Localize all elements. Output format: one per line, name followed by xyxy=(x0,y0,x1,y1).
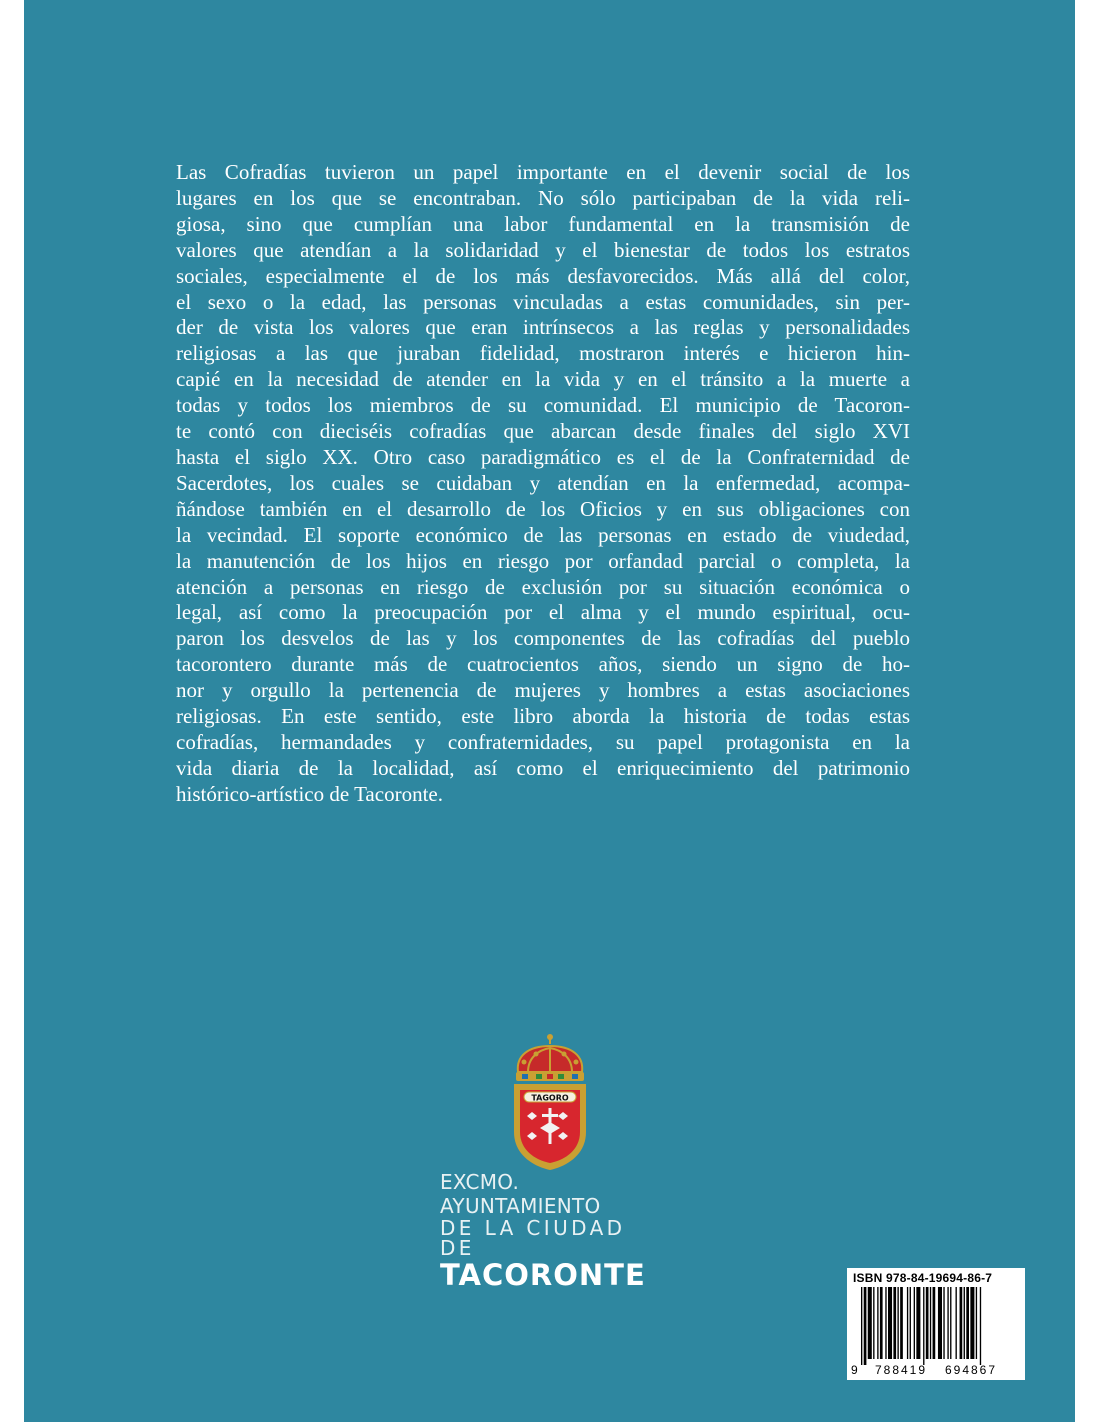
blurb-line: religiosas. En este sentido, este libro aborda la historia de todas estas xyxy=(176,704,910,729)
barcode-bar xyxy=(964,1287,965,1359)
blurb-line: valores que atendían a la solidaridad y el bienestar de todos los estratos xyxy=(176,237,910,262)
org-line-3: TACORONTE xyxy=(440,1258,646,1292)
org-line-2: DE LA CIUDAD DE xyxy=(440,1216,626,1260)
blurb-line: la vecindad. El soporte económico de las personas en estado de viudedad, xyxy=(176,522,910,547)
barcode-bar xyxy=(933,1287,936,1359)
barcode-digits-right: 694867 xyxy=(944,1363,998,1377)
barcode-bar xyxy=(960,1287,963,1359)
barcode-bars xyxy=(861,1287,981,1365)
blurb-text xyxy=(176,160,910,808)
blurb-line: cofradías, hermandades y confraternidades, su papel protagonista en la xyxy=(176,729,910,754)
barcode-bar xyxy=(873,1287,874,1359)
barcode-bar xyxy=(893,1287,896,1359)
barcode-bar xyxy=(966,1287,969,1359)
blurb-line: te contó con dieciséis cofradías que abarcan desde finales del siglo XVI xyxy=(176,419,910,444)
blurb-line: Las Cofradías tuvieron un papel importante en el devenir social de los xyxy=(176,160,910,184)
barcode-digits-left: 788419 xyxy=(874,1363,928,1377)
emblem-banner-text: TAGORO xyxy=(531,1093,569,1103)
barcode-bar xyxy=(938,1287,942,1359)
blurb-line: nor y orgullo la pertenencia de mujeres y hombres a estas asociaciones xyxy=(176,678,910,703)
blurb-line: la manutención de los hijos en riesgo por orfandad parcial o completa, la xyxy=(176,548,910,573)
barcode-bar xyxy=(923,1287,924,1365)
barcode-bar xyxy=(956,1287,957,1359)
barcode-bar xyxy=(926,1287,929,1359)
barcode-bar xyxy=(907,1287,908,1359)
municipality-logo-text xyxy=(440,1170,660,1292)
crown-icon xyxy=(516,1034,584,1081)
blurb-line: atención a personas en riesgo de exclusión por su situación económica o xyxy=(176,574,910,599)
barcode-bar xyxy=(864,1287,867,1365)
blurb-line: el sexo o la edad, las personas vinculadas a estas comunidades, sin per- xyxy=(176,289,910,314)
org-line-1: EXCMO. AYUNTAMIENTO xyxy=(440,1170,601,1218)
blurb-line: lugares en los que se encontraban. No sólo participaban de la vida reli- xyxy=(176,185,910,210)
barcode-bar xyxy=(885,1287,886,1359)
barcode-bar xyxy=(980,1287,981,1365)
blurb-line: hasta el siglo XX. Otro caso paradigmático es el de la Confraternidad de xyxy=(176,444,910,469)
blurb-line: todas y todos los miembros de su comunidad. El municipio de Tacoron- xyxy=(176,393,910,418)
barcode-bar xyxy=(943,1287,944,1359)
blurb-line: capié en la necesidad de atender en la vida y en el tránsito a la muerte a xyxy=(176,367,910,392)
barcode-bar xyxy=(970,1287,974,1359)
blurb-line: giosa, sino que cumplían una labor fundamental en la transmisión de xyxy=(176,211,910,236)
blurb-line: sociales, especialmente el de los más desfavorecidos. Más allá del color, xyxy=(176,263,910,288)
barcode-bar xyxy=(947,1287,948,1359)
barcode xyxy=(849,1287,1021,1377)
barcode-digit-lead: 9 xyxy=(851,1363,858,1377)
barcode-bar xyxy=(910,1287,911,1359)
blurb-line: religiosas a las que juraban fidelidad, mostraron interés e hicieron hin- xyxy=(176,341,910,366)
barcode-bar xyxy=(930,1287,931,1359)
barcode-bar xyxy=(916,1287,920,1359)
barcode-bar xyxy=(900,1287,903,1359)
barcode-bar xyxy=(914,1287,915,1359)
barcode-bar xyxy=(976,1287,977,1359)
barcode-bar xyxy=(868,1287,872,1359)
blurb-line: histórico-artístico de Tacoronte. xyxy=(176,781,443,806)
barcode-bar xyxy=(897,1287,898,1359)
blurb-line: tacorontero durante más de cuatrocientos años, siendo un signo de ho- xyxy=(176,652,910,677)
blurb-line: vida diaria de la localidad, así como el enriquecimiento del patrimonio xyxy=(176,755,910,780)
barcode-bar xyxy=(861,1287,862,1365)
barcode-bar xyxy=(888,1287,892,1359)
isbn-number: ISBN 978-84-19694-86-7 xyxy=(853,1271,993,1285)
barcode-bar xyxy=(880,1287,883,1359)
blurb-line: ñándose también en el desarrollo de los Oficios y en sus obligaciones con xyxy=(176,496,910,521)
coat-of-arms-icon xyxy=(510,1032,590,1172)
barcode-bar xyxy=(950,1287,951,1359)
blurb-line: Sacerdotes, los cuales se cuidaban y atendían en la enfermedad, acompa- xyxy=(176,470,910,495)
blurb-line: paron los desvelos de las y los componentes de las cofradías del pueblo xyxy=(176,626,910,651)
blurb-line: der de vista los valores que eran intrínsecos a las reglas y personalidades xyxy=(176,315,910,340)
blurb-line: legal, así como la preocupación por el alma y el mundo espiritual, ocu- xyxy=(176,600,910,625)
barcode-bar xyxy=(877,1287,878,1359)
